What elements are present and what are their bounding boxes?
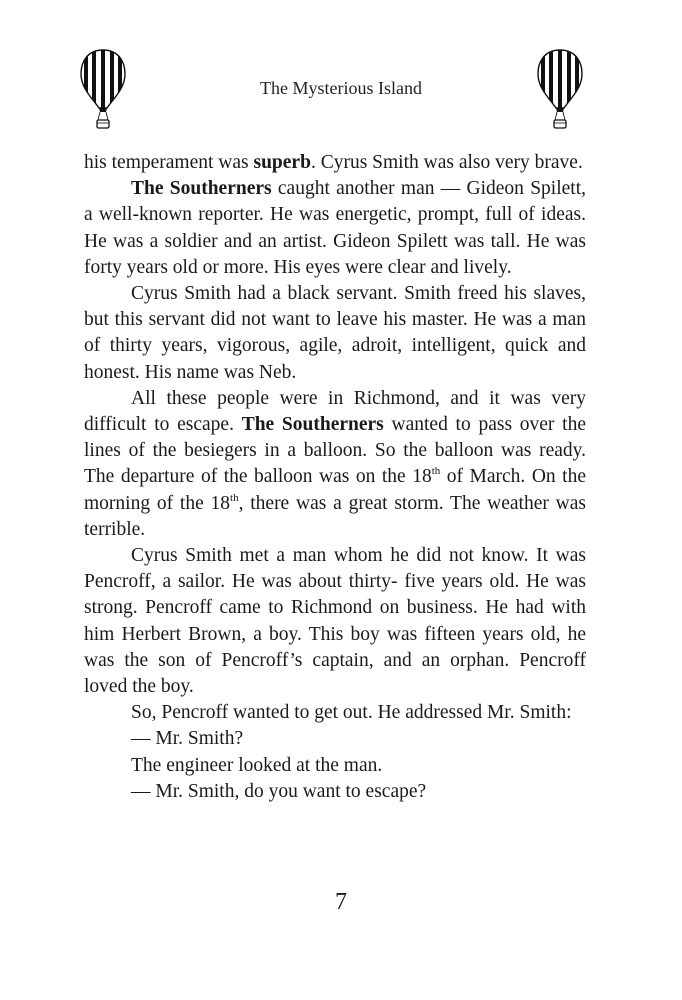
paragraph [84,386,586,543]
text-run: All these people were in Richmond, and it was very difficult to escape. [84,387,586,436]
page-number: 7 [335,889,347,915]
dialogue-line: — Mr. Smith, do you want to escape? [131,780,427,802]
paragraph [84,176,586,281]
text-run: of March. On the morning of the 18 [84,466,586,514]
text-run: wanted to pass over the lines of the besiegers in a balloon. So the balloon was ready. The departure of the balloon was on the 18 [84,414,586,488]
text-run: . Cyrus Smith was also very brave. [310,152,583,173]
bold-phrase: The Southerners [131,178,272,200]
dialogue-line: — Mr. Smith? [131,728,244,750]
paragraph: The engineer looked at the man. [131,754,383,776]
text-run: his temperament was [84,152,254,173]
paragraph: So, Pencroff wanted to get out. He addressed Mr. Smith: [131,702,572,724]
running-title: The Mysterious Island [260,78,422,98]
text-run: caught another man — Gideon Spilett, a well-known reporter. He was energetic, prompt, full of ideas. He was a soldier and an artist. Gideon Spilett was tall. He was forty years old or more. His eyes were clear and lively. [84,178,586,278]
paragraph: Cyrus Smith met a man whom he did not know. It was Pencroff, a sailor. He was about thirty- five years old. He was strong. Pencroff came to Richmond on business. He had with him Herbert Brown, a boy. This boy was fifteen years old, he was the son of Pencroff’s captain, and an orphan. Pencroff loved the boy. [84,545,586,698]
bold-word: superb [253,152,311,173]
ordinal-superscript: th [431,465,441,478]
page-body [84,150,586,805]
ordinal-superscript: th [230,491,239,504]
bold-phrase: The Southerners [241,414,384,436]
text-run: , there was a great storm. The weather was terrible. [84,492,586,540]
paragraph: Cyrus Smith had a black servant. Smith freed his slaves, but this servant did not want to leave his master. He was a man of thirty years, vigorous, agile, adroit, intelligent, quick and honest. His name was Neb. [84,283,586,383]
paragraph [84,150,586,176]
